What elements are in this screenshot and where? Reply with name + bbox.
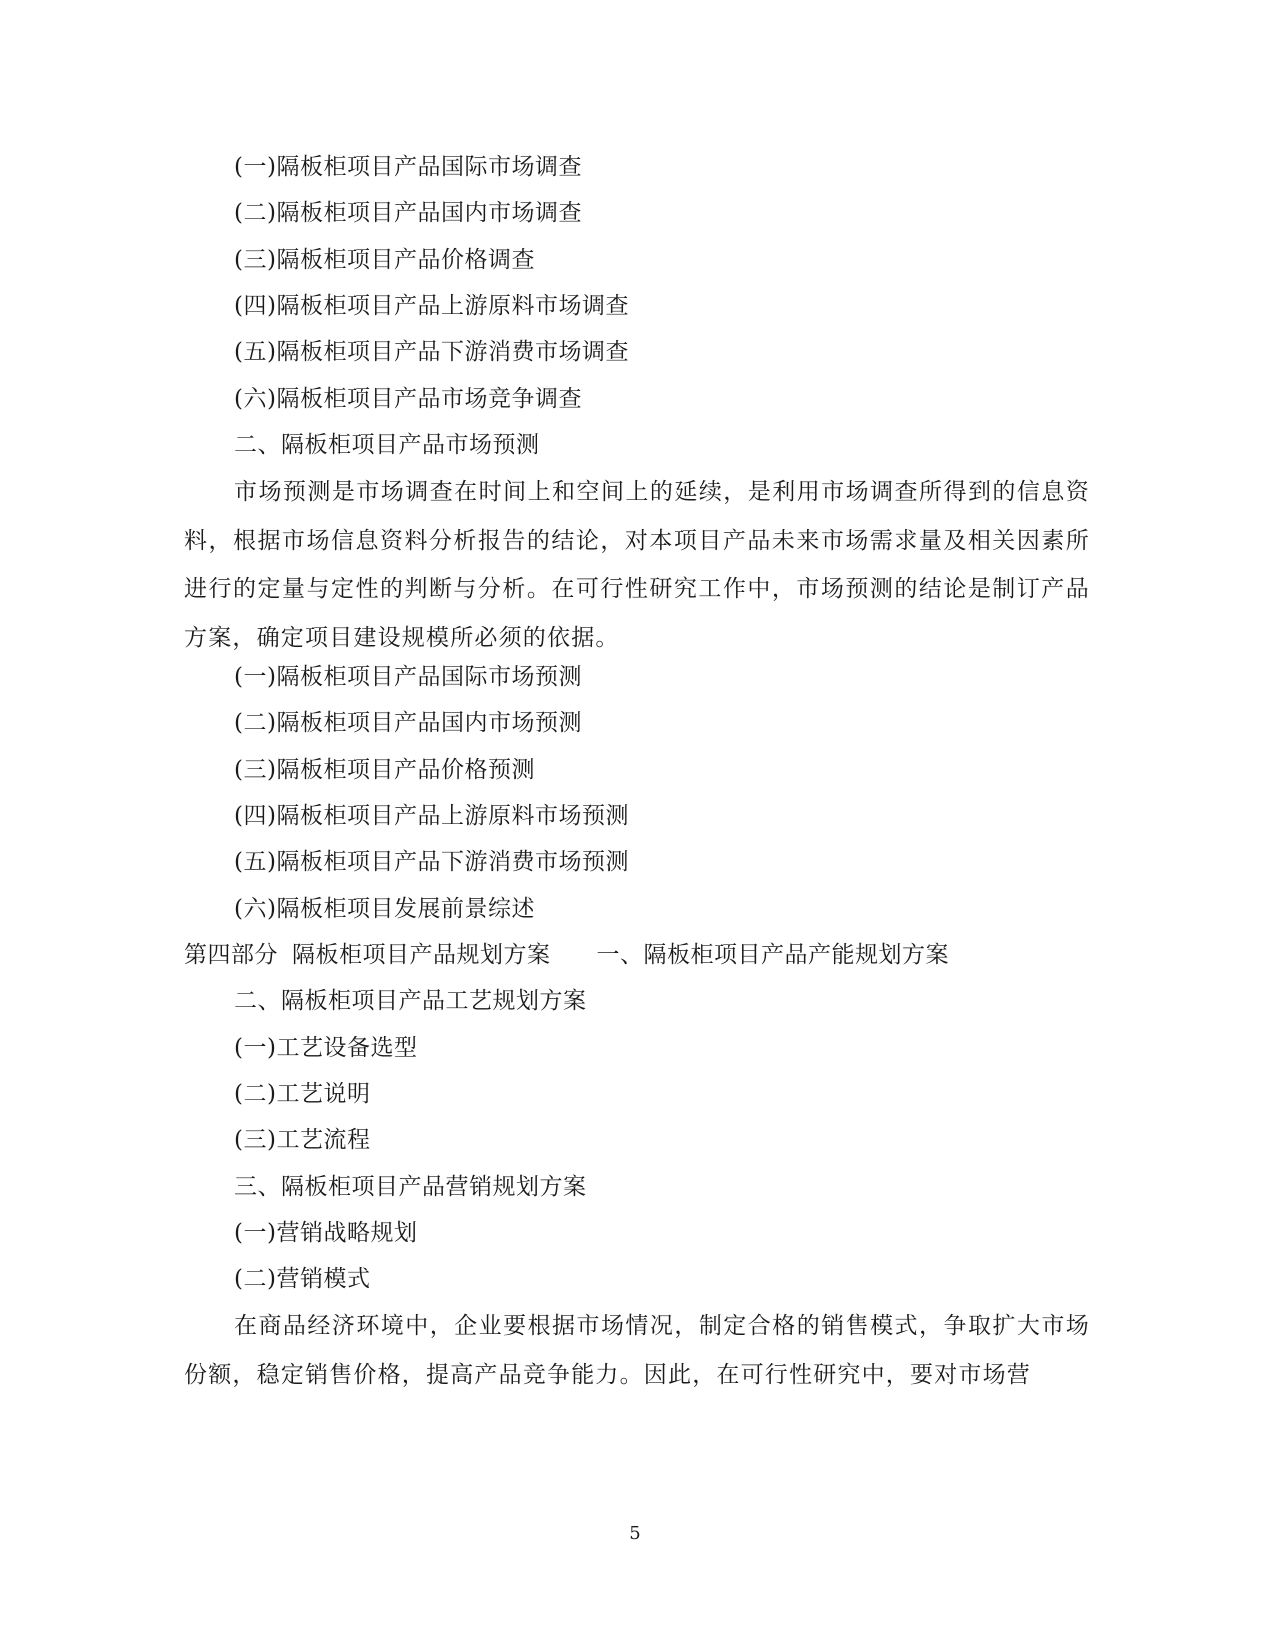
capacity-plan-heading: 一、隔板柜项目产品产能规划方案 bbox=[596, 942, 949, 968]
part-four-heading bbox=[184, 940, 949, 970]
forecast-item-price: (三)隔板柜项目产品价格预测 bbox=[234, 757, 535, 783]
forecast-item-upstream: (四)隔板柜项目产品上游原料市场预测 bbox=[234, 803, 629, 829]
research-item-domestic: (二)隔板柜项目产品国内市场调查 bbox=[234, 200, 582, 226]
process-plan-heading: 二、隔板柜项目产品工艺规划方案 bbox=[234, 988, 587, 1014]
process-item-description: (二)工艺说明 bbox=[234, 1081, 371, 1107]
forecast-item-downstream: (五)隔板柜项目产品下游消费市场预测 bbox=[234, 849, 629, 875]
marketing-item-strategy: (一)营销战略规划 bbox=[234, 1220, 418, 1246]
marketing-plan-heading: 三、隔板柜项目产品营销规划方案 bbox=[234, 1174, 587, 1200]
forecast-item-international: (一)隔板柜项目产品国际市场预测 bbox=[234, 664, 582, 690]
marketing-paragraph: 在商品经济环境中，企业要根据市场情况，制定合格的销售模式，争取扩大市场份额，稳定销售价格，提高产品竞争能力。因此，在可行性研究中，要对市场营 bbox=[184, 1313, 1090, 1388]
process-item-flow: (三)工艺流程 bbox=[234, 1127, 371, 1153]
page-number: 5 bbox=[629, 1523, 641, 1544]
part-four-label: 第四部分 bbox=[184, 942, 278, 968]
research-item-price: (三)隔板柜项目产品价格调查 bbox=[234, 247, 535, 273]
forecast-item-domestic: (二)隔板柜项目产品国内市场预测 bbox=[234, 710, 582, 736]
part-four-title: 隔板柜项目产品规划方案 bbox=[292, 942, 551, 968]
research-item-international: (一)隔板柜项目产品国际市场调查 bbox=[234, 154, 582, 180]
research-item-competition: (六)隔板柜项目产品市场竞争调查 bbox=[234, 386, 582, 412]
marketing-item-model: (二)营销模式 bbox=[234, 1266, 371, 1292]
forecast-section-heading: 二、隔板柜项目产品市场预测 bbox=[234, 432, 540, 458]
research-item-downstream: (五)隔板柜项目产品下游消费市场调查 bbox=[234, 339, 629, 365]
forecast-paragraph: 市场预测是市场调查在时间上和空间上的延续，是利用市场调查所得到的信息资料，根据市场信息资料分析报告的结论，对本项目产品未来市场需求量及相关因素所进行的定量与定性的判断与分析。在可行性研究工作中，市场预测的结论是制订产品方案，确定项目建设规模所必须的依据。 bbox=[184, 479, 1090, 651]
process-item-equipment: (一)工艺设备选型 bbox=[234, 1035, 418, 1061]
forecast-item-outlook: (六)隔板柜项目发展前景综述 bbox=[234, 896, 535, 922]
research-item-upstream: (四)隔板柜项目产品上游原料市场调查 bbox=[234, 293, 629, 319]
